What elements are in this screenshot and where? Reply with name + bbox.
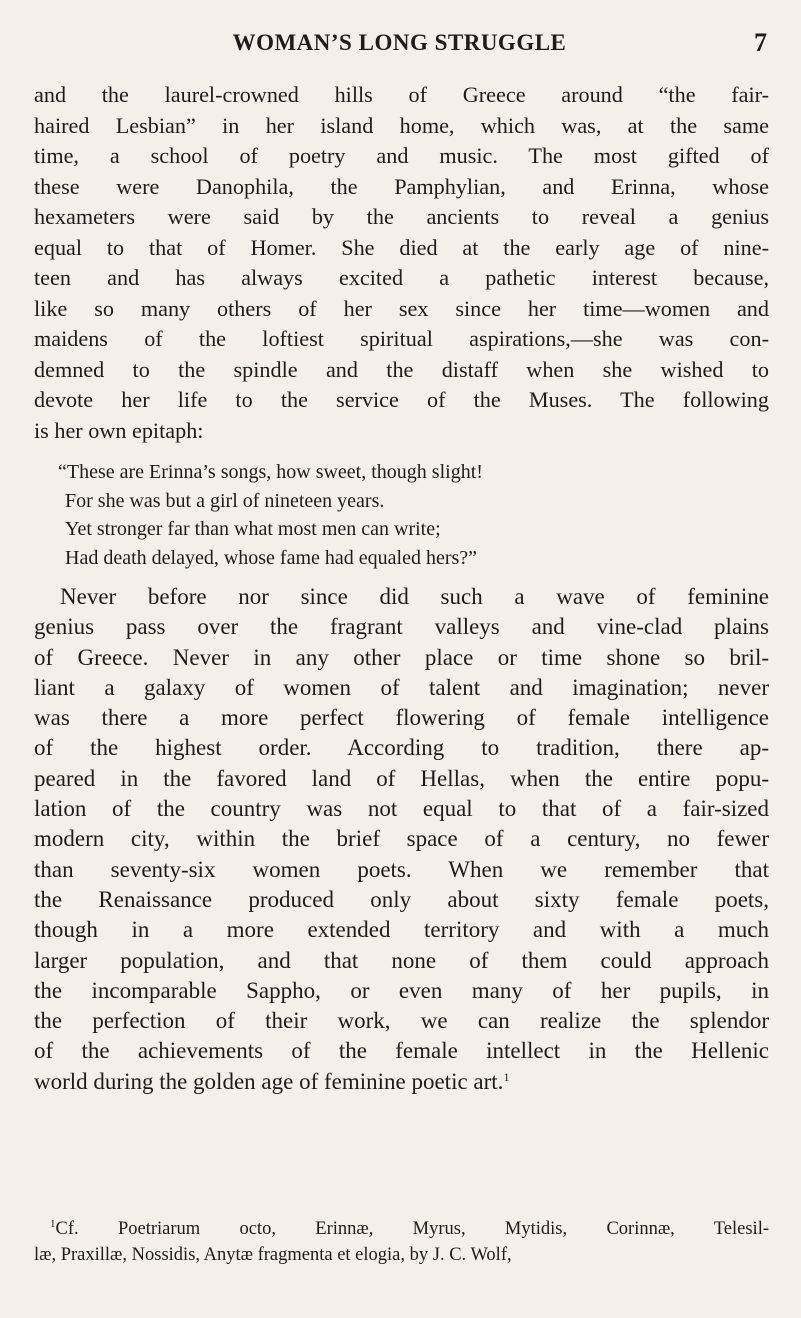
text-line: and the laurel-crowned hills of Greece around “the fair- <box>34 82 769 107</box>
text-line: than seventy-six women poets. When we remember that <box>34 856 769 882</box>
footnote-line <box>34 1216 769 1242</box>
text-line: hexameters were said by the ancients to reveal a genius <box>34 204 769 229</box>
verse-line: Had death delayed, whose fame had equaled hers?” <box>65 546 478 569</box>
text-line: the perfection of their work, we can realize the splendor <box>34 1008 769 1034</box>
text-line: time, a school of poetry and music. The most gifted of <box>34 143 769 168</box>
page-number: 7 <box>754 28 767 57</box>
epitaph-verse <box>58 458 758 572</box>
text-line: haired Lesbian” in her island home, which was, at the same <box>34 112 769 138</box>
text-line: teen and has always excited a pathetic interest because, <box>34 265 769 290</box>
text-line: of the highest order. According to tradition, there ap- <box>34 735 769 761</box>
text-line: maidens of the loftiest spiritual aspirations,—she was con- <box>34 326 769 351</box>
running-head <box>32 30 767 64</box>
text-line: equal to that of Homer. She died at the early age of nine- <box>34 234 769 260</box>
paragraph-feminine-genius <box>34 582 769 1097</box>
text-line: liant a galaxy of women of talent and imagination; never <box>34 674 769 700</box>
text-line: like so many others of her sex since her time—women and <box>34 295 769 321</box>
text-line: these were Danophila, the Pamphylian, and Erinna, whose <box>34 173 769 199</box>
text-line: demned to the spindle and the distaff when she wished to <box>34 356 769 382</box>
text-line: the incomparable Sappho, or even many of her pupils, in <box>34 977 769 1003</box>
text-line: devote her life to the service of the Muses. The following <box>34 387 769 412</box>
text-line <box>34 1067 769 1097</box>
text-line: the Renaissance produced only about sixty female poets, <box>34 886 769 912</box>
paragraph-erinna <box>34 80 769 446</box>
verse-line: “These are Erinna’s songs, how sweet, though slight! <box>58 461 483 483</box>
text-line: peared in the favored land of Hellas, when the entire popu- <box>34 765 769 791</box>
verse-line: For she was but a girl of nineteen years. <box>65 489 385 512</box>
text-line: lation of the country was not equal to that of a fair-sized <box>34 796 769 822</box>
text-line: modern city, within the brief space of a century, no fewer <box>34 826 769 852</box>
text-line: genius pass over the fragrant valleys and vine-clad plains <box>34 614 769 640</box>
footnote-marker: 1 <box>50 1218 56 1230</box>
text-line: of the achievements of the female intellect in the Hellenic <box>34 1038 769 1064</box>
text-line: was there a more perfect flowering of female intelligence <box>34 705 769 731</box>
text-line: Never before nor since did such a wave of feminine <box>60 584 769 609</box>
footnote <box>34 1216 769 1268</box>
text-line: of Greece. Never in any other place or time shone so bril- <box>34 644 769 670</box>
running-title: WOMAN’S LONG STRUGGLE <box>232 30 567 55</box>
footnote-reference: 1 <box>503 1069 510 1084</box>
text-line: larger population, and that none of them could approach <box>34 947 769 973</box>
text-line: though in a more extended territory and with a much <box>34 917 769 943</box>
footnote-text: Cf. Poetriarum octo, Erinnæ, Myrus, Mytidis, Corinnæ, Telesil- <box>55 1219 769 1239</box>
footnote-line: læ, Praxillæ, Nossidis, Anytæ fragmenta et elogia, by J. C. Wolf, <box>34 1245 512 1265</box>
text-line-content: world during the golden age of feminine poetic art. <box>34 1068 504 1094</box>
verse-line: Yet stronger far than what most men can write; <box>65 518 441 540</box>
text-line: is her own epitaph: <box>34 417 204 443</box>
